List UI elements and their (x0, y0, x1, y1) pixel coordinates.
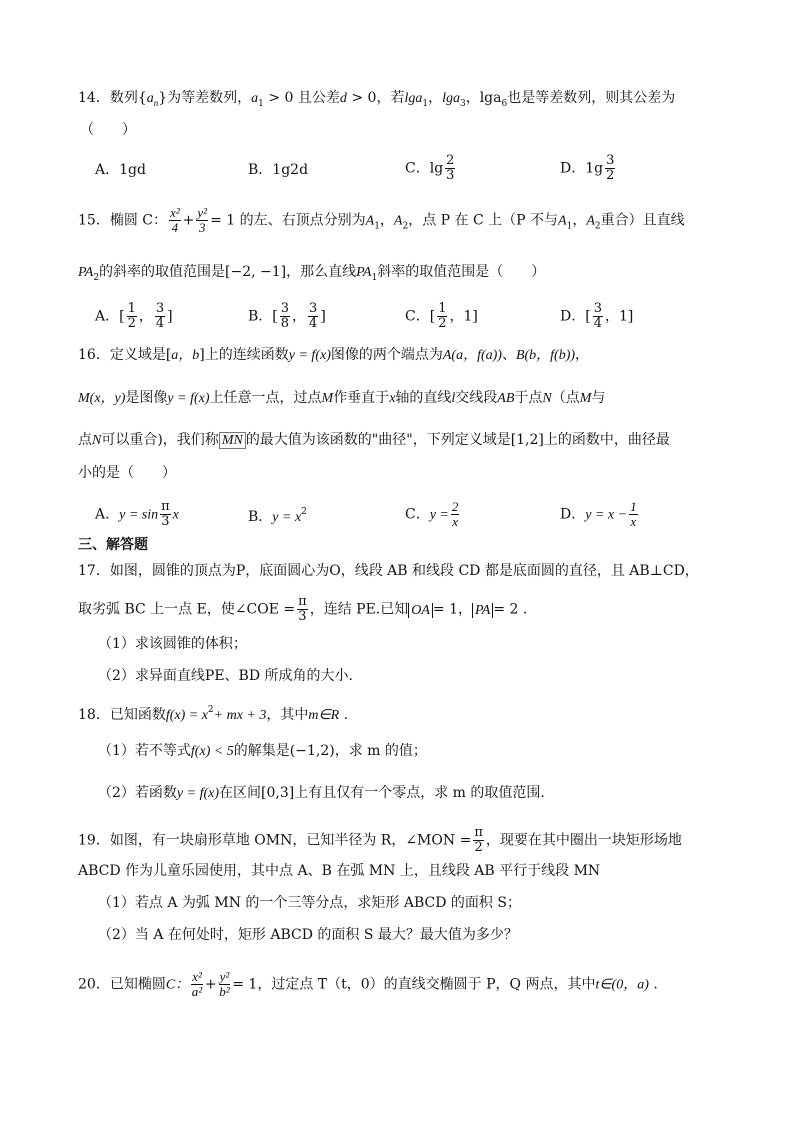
q16-line3: 点N可以重合)，我们称 MN 的最大值为该函数的"曲径"，下列定义域是[1,2]上的函数中，曲径最 (78, 432, 670, 448)
q19-line2: ABCD 作为儿童乐园使用，其中点 A、B 在弧 MN 上，且线段 AB 平行于线段 MN (78, 863, 601, 879)
q14-option-c[interactable]: C．lg $\frac{2}{3}$ (405, 153, 455, 183)
q20-number: 20． (78, 976, 110, 993)
q18-sub2: （2）若函数y = f(x)在区间[0,3]上有且仅有一个零点，求 m 的取值范围. (98, 785, 545, 801)
q14-number: 14． (78, 90, 110, 106)
q14-option-a[interactable]: A．1gd (95, 162, 146, 178)
q19-number: 19． (78, 832, 110, 849)
q14-paren: （ ） (80, 122, 136, 138)
q16-line1: 16．定义域是[a，b]上的连续函数y = f(x)图像的两个端点为A(a，f(a))、B(b，f(b))， (78, 347, 590, 363)
q16-line2: M(x，y)是图像y = f(x)上任意一点，过点M作垂直于x轴的直线l交线段AB于点N（点M与 (78, 390, 606, 406)
q19-sub1: （1）若点 A 为弧 MN 的一个三等分点，求矩形 ABCD 的面积 S； (98, 895, 521, 911)
q15-option-c[interactable]: C．[ $\frac{1}{2}$ ，1] (405, 301, 478, 331)
q14-option-d[interactable]: D．1g $\frac{3}{2}$ (560, 153, 615, 183)
section-heading-answers: 三、解答题 (78, 537, 148, 553)
q16-number: 16． (78, 347, 110, 363)
q14-option-b[interactable]: B．1g2d (248, 162, 309, 178)
q19-sub2: （2）当 A 在何处时，矩形 ABCD 的面积 S 最大？最大值为多少？ (98, 927, 518, 943)
q20-line1: 20．已知椭圆C： $\frac{\text{x²}}{\text{a²}}$ + $\frac{\text{y²}}{\text{b²}}$ = 1，过定点 T（t，0）的直线交椭圆于 P，Q 两点，其中t∈(0，a) . (78, 969, 658, 999)
q15-option-a[interactable]: A．[ $\frac{1}{2}$ ， $\frac{3}{4}$ ] (95, 301, 173, 331)
q15-option-d[interactable]: D．[ $\frac{3}{4}$ ，1] (560, 301, 634, 331)
q16-option-c[interactable]: C．y = $\frac{2}{x}$ (405, 499, 459, 529)
q17-line1: 17．如图，圆锥的顶点为P，底面圆心为O，线段 AB 和线段 CD 都是底面圆的直径，且 AB⊥CD， (78, 563, 699, 579)
q14-line1: 14．数列$\{a_n\}$为等差数列，$a_1 > 0$ 且公差d > 0，若lga$_1$，lga$_3$，lga$_6$也是等差数列，则其公差为 (78, 90, 676, 109)
q17-sub2: （2）求异面直线PE、BD 所成角的大小. (98, 668, 353, 684)
q18-number: 18． (78, 707, 110, 723)
q16-line4: 小的是（ ） (78, 465, 176, 481)
q15-line2: $PA_2$的斜率的取值范围是[−2, −1]，那么直线$PA_1$斜率的取值范围是（ ） (78, 264, 546, 283)
q15-line1: 15．椭圆 C： $\frac{\text{x²}}{4}$ + $\frac{\text{y²}}{3}$ = 1 的左、右顶点分别为$A_1$，$A_2$，点 P 在 C 上（P 不与$A_1$，$A_2$重合）且直线 (78, 205, 685, 235)
q16-option-b[interactable]: B．$y = x^2$ (248, 507, 307, 525)
q17-number: 17． (78, 563, 110, 579)
q16-option-a[interactable]: A．y = sin $\frac{\pi}{3}$ x (95, 499, 179, 529)
q17-line2: 取劣弧 BC 上一点 E，使∠COE = $\frac{\pi}{3}$ ，连结 PE.已知 OA = 1， PA = 2 . (78, 594, 528, 624)
q16-option-d[interactable]: D．y = x − $\frac{1}{x}$ (560, 499, 637, 529)
q15-option-b[interactable]: B．[ $\frac{3}{8}$ ， $\frac{3}{4}$ ] (248, 301, 326, 331)
q15-number: 15． (78, 212, 110, 229)
q19-line1: 19．如图，有一块扇形草地 OMN，已知半径为 R，∠MON = $\frac{\pi}{2}$ ，现要在其中圈出一块矩形场地 (78, 825, 682, 855)
q18-line1: 18．已知函数$f(x) = x^2+$ mx + 3，其中m∈R . (78, 705, 349, 723)
q18-sub1: （1）若不等式f(x) < 5的解集是(−1,2)，求 m 的值； (98, 743, 427, 759)
q17-sub1: （1）求该圆锥的体积； (98, 636, 247, 652)
